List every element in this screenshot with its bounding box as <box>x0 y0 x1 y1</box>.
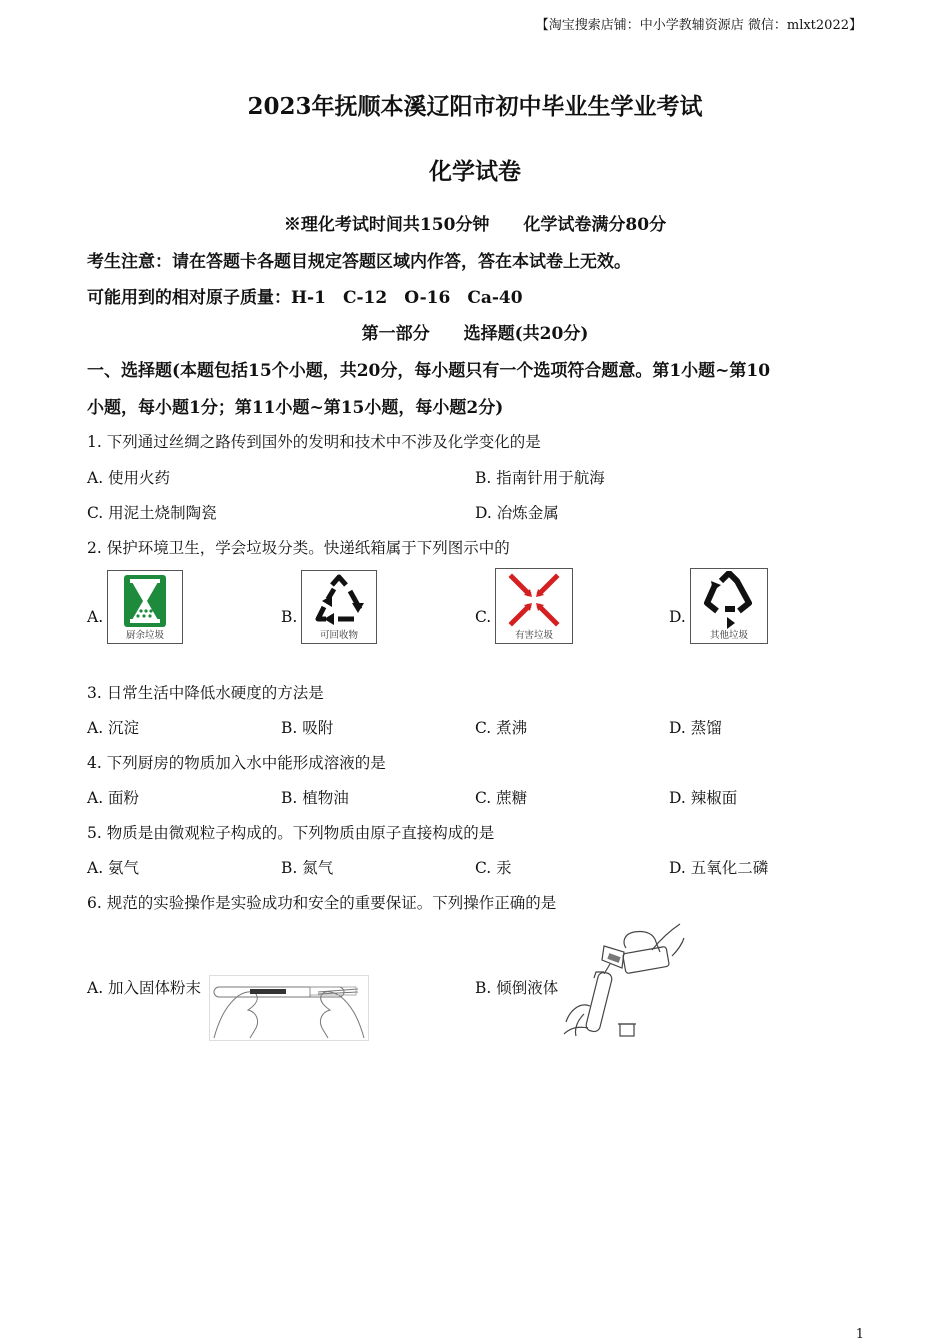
question-5-stem: 5. 物质是由微观粒子构成的。下列物质由原子直接构成的是 <box>87 824 495 842</box>
test-tube-powder-icon <box>210 976 368 1040</box>
question-4-stem: 4. 下列厨房的物质加入水中能形成溶液的是 <box>87 754 386 772</box>
exam-subtitle: 化学试卷 <box>429 158 521 185</box>
atomic-masses: 可能用到的相对原子质量：H-1 C-12 O-16 Ca-40 <box>87 288 523 308</box>
question-3-option-c: C. 煮沸 <box>475 719 528 737</box>
question-5-option-c: C. 汞 <box>475 859 512 877</box>
question-2-option-d: D. <box>669 608 686 626</box>
icon-caption: 厨余垃圾 <box>125 630 164 641</box>
question-4-option-c: C. 蔗糖 <box>475 789 528 807</box>
question-4-option-b: B. 植物油 <box>281 789 349 807</box>
icon-caption: 可回收物 <box>319 630 358 641</box>
question-5-option-b: B. 氮气 <box>281 859 334 877</box>
question-1-stem: 1. 下列通过丝绸之路传到国外的发明和技术中不涉及化学变化的是 <box>87 433 541 451</box>
question-3-option-d: D. 蒸馏 <box>669 719 722 737</box>
kitchen-waste-sign <box>107 570 183 644</box>
question-1-option-c: C. 用泥土烧制陶瓷 <box>87 504 217 522</box>
question-6-option-a: A. 加入固体粉末 <box>87 979 202 997</box>
question-1-option-b: B. 指南针用于航海 <box>475 469 605 487</box>
part-heading: 第一部分 选择题(共20分) <box>361 324 589 344</box>
question-2-option-c: C. <box>475 608 492 626</box>
page-number: 1 <box>855 1327 864 1342</box>
question-1-option-a: A. 使用火药 <box>87 469 171 487</box>
question-4-option-d: D. 辣椒面 <box>669 789 738 807</box>
other-waste-sign <box>690 568 768 644</box>
question-5-option-d: D. 五氧化二磷 <box>669 859 769 877</box>
question-3-stem: 3. 日常生活中降低水硬度的方法是 <box>87 684 324 702</box>
question-2-stem: 2. 保护环境卫生，学会垃圾分类。快递纸箱属于下列图示中的 <box>87 539 510 557</box>
kitchen-waste-icon <box>108 573 182 631</box>
question-3-option-b: B. 吸附 <box>281 719 334 737</box>
exam-notice: 考生注意：请在答题卡各题目规定答题区域内作答，答在本试卷上无效。 <box>87 252 631 272</box>
section-heading: 一、选择题(本题包括15个小题，共20分，每小题只有一个选项符合题意。第1小题~第10 <box>87 361 771 381</box>
pour-liquid-icon <box>560 922 686 1040</box>
question-5-option-a: A. 氨气 <box>87 859 140 877</box>
question-2-option-a: A. <box>87 608 104 626</box>
recyclable-sign <box>301 570 377 644</box>
exam-title: 2023年抚顺本溪辽阳市初中毕业生学业考试 <box>247 93 703 120</box>
section-heading-cont: 小题，每小题1分；第11小题~第15小题，每小题2分) <box>87 398 504 418</box>
icon-caption: 有害垃圾 <box>514 630 553 641</box>
question-2-option-b: B. <box>281 608 298 626</box>
other-waste-icon <box>691 571 767 629</box>
recyclable-icon <box>302 573 376 631</box>
hazardous-waste-sign <box>495 568 573 644</box>
question-6-stem: 6. 规范的实验操作是实验成功和安全的重要保证。下列操作正确的是 <box>87 894 557 912</box>
pour-liquid-illustration <box>560 922 686 1040</box>
exam-info: ※理化考试时间共150分钟 化学试卷满分80分 <box>283 215 667 235</box>
question-4-option-a: A. 面粉 <box>87 789 140 807</box>
icon-caption: 其他垃圾 <box>709 630 748 641</box>
question-6-option-b: B. 倾倒液体 <box>475 979 559 997</box>
question-3-option-a: A. 沉淀 <box>87 719 140 737</box>
header-note: 【淘宝搜索店铺：中小学教辅资源店 微信：mlxt2022】 <box>535 18 862 33</box>
question-1-option-d: D. 冶炼金属 <box>475 504 559 522</box>
add-powder-illustration <box>209 975 369 1041</box>
hazardous-waste-icon <box>496 571 572 629</box>
